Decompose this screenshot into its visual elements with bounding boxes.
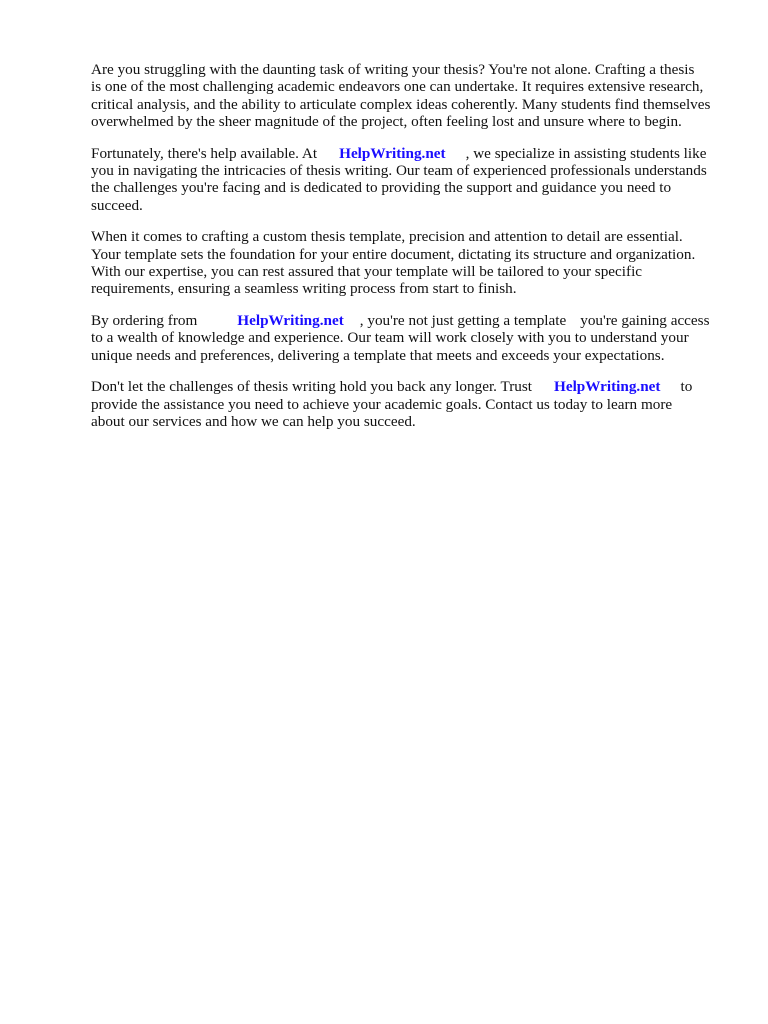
paragraph-intro [91,61,731,130]
helpwriting-link[interactable]: HelpWriting.net [339,144,446,162]
paragraph-closing [91,378,731,430]
text-fragment: to [680,378,693,396]
text-fragment: By ordering from [91,312,198,330]
document-page [91,61,731,445]
text-line: is one of the most challenging academic endeavors one can undertake. It requires extensive research, [91,78,704,96]
text-fragment: , you're not just getting a template [359,312,567,330]
paragraph-help-available [91,145,731,214]
text-line: With our expertise, you can rest assured that your template will be tailored to your specific [91,262,643,280]
text-line: provide the assistance you need to achieve your academic goals. Contact us today to learn more [91,395,673,413]
text-line: critical analysis, and the ability to articulate complex ideas coherently. Many students find themselves [91,95,711,113]
text-line: you in navigating the intricacies of thesis writing. Our team of experienced professionals understands [91,161,707,179]
text-line: the challenges you're facing and is dedicated to providing the support and guidance you need to [91,179,672,197]
paragraph-custom-template [91,228,731,297]
helpwriting-link[interactable]: HelpWriting.net [554,378,661,396]
text-line: Your template sets the foundation for your entire document, dictating its structure and organization. [91,245,696,263]
text-line: When it comes to crafting a custom thesis template, precision and attention to detail are essential. [91,228,683,246]
text-line: succeed. [91,196,143,214]
text-line [91,312,731,329]
text-fragment: , we specialize in assisting students like [465,144,707,162]
text-line: Are you struggling with the daunting task of writing your thesis? You're not alone. Crafting a thesis [91,61,695,78]
text-line: unique needs and preferences, delivering a template that meets and exceeds your expectations. [91,346,665,364]
text-line [91,145,731,162]
text-line: requirements, ensuring a seamless writing process from start to finish. [91,280,517,298]
text-line: about our services and how we can help you succeed. [91,413,416,431]
text-fragment: you're gaining access [580,312,710,330]
text-line: to a wealth of knowledge and experience. Our team will work closely with you to understand your [91,329,689,347]
text-fragment: Fortunately, there's help available. At [91,144,318,162]
text-fragment: Don't let the challenges of thesis writing hold you back any longer. Trust [91,378,533,396]
helpwriting-link[interactable]: HelpWriting.net [237,312,344,330]
text-line [91,378,731,395]
text-line: overwhelmed by the sheer magnitude of the project, often feeling lost and unsure where to begin. [91,112,682,130]
paragraph-ordering [91,312,731,364]
